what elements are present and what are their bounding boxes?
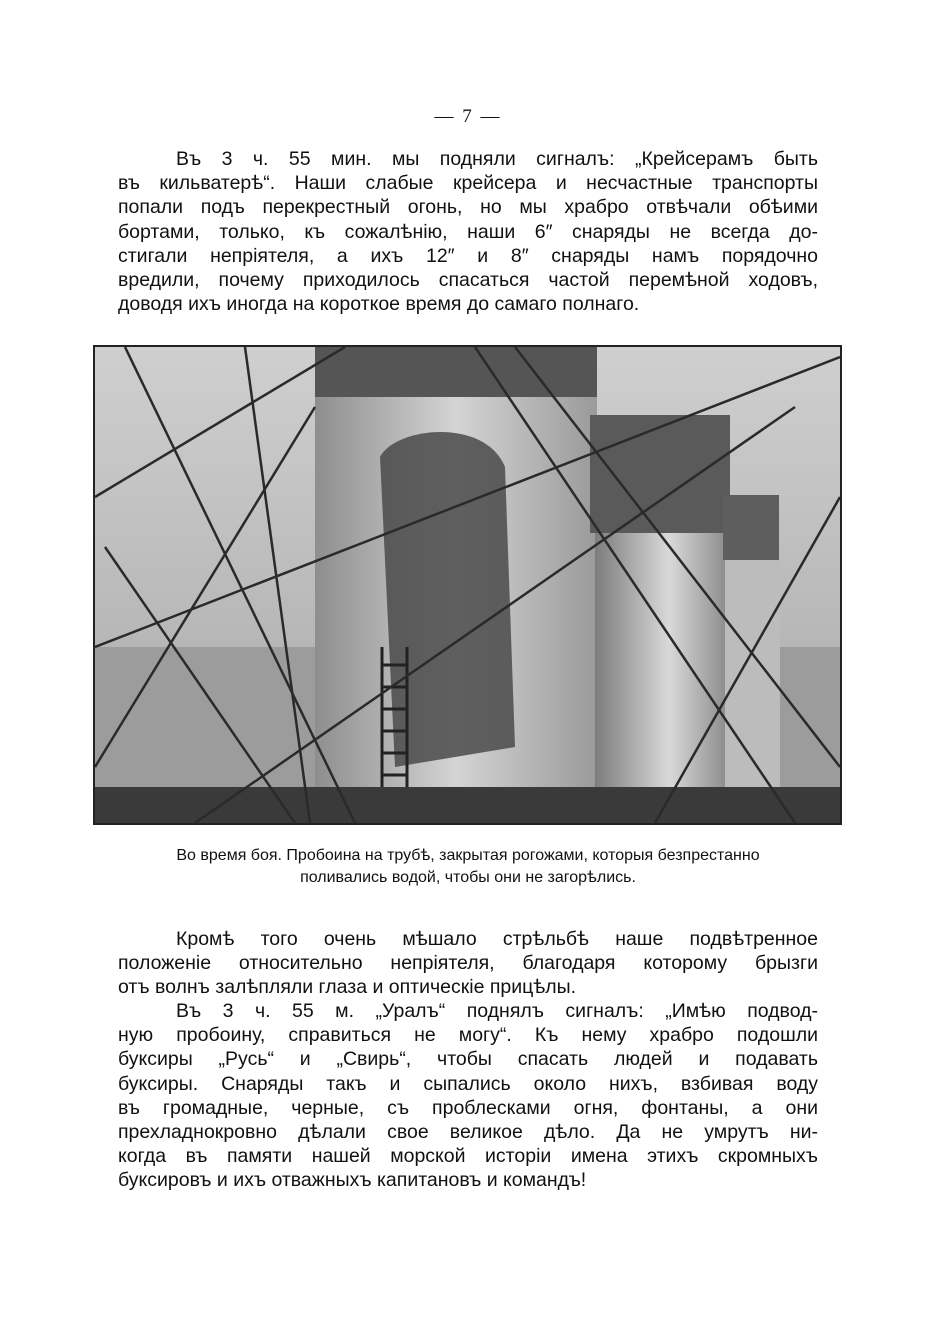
text-line: буксировъ и ихъ отважныхъ капитановъ и командъ! xyxy=(118,1169,587,1192)
text-line: буксиры „Русь“ и „Свирь“, чтобы спасать людей и подавать xyxy=(118,1048,818,1071)
paragraph-position xyxy=(118,927,818,1000)
photo-caption xyxy=(100,845,836,889)
text-line: попали подъ перекрестный огонь, но мы храбро отвѣчали обѣими xyxy=(118,196,818,219)
page-number: — 7 — xyxy=(434,106,502,127)
text-line: когда въ памяти нашей морской исторіи имена этихъ скромныхъ xyxy=(118,1145,818,1168)
text-line: въ громадные, черные, съ проблесками огня, фонтаны, а они xyxy=(118,1096,818,1119)
text-line: прехладнокровно дѣлали свое великое дѣло. Да не умрутъ ни- xyxy=(118,1121,818,1144)
funnel-photo-illustration xyxy=(95,347,840,823)
text-line: положеніе относительно непріятеля, благодаря которому брызги xyxy=(118,952,818,975)
text-line: стигали непріятеля, а ихъ 12″ и 8″ снаряды намъ порядочно xyxy=(118,244,818,267)
text-line: вредили, почему приходилось спасаться частой перемѣной ходовъ, xyxy=(118,269,818,292)
text-line: бортами, только, къ сожалѣнію, наши 6″ снаряды не всегда до- xyxy=(118,220,818,243)
battle-photo xyxy=(93,345,842,825)
text-line: буксиры. Снаряды такъ и сыпались около нихъ, взбивая воду xyxy=(118,1072,818,1095)
text-line: ную пробоину, справиться не могу“. Къ нему храбро подошли xyxy=(118,1024,818,1047)
text-line: Въ 3 ч. 55 мин. мы подняли сигналъ: „Крейсерамъ быть xyxy=(176,148,818,170)
text-line: Въ 3 ч. 55 м. „Уралъ“ поднялъ сигналъ: „Имѣю подвод- xyxy=(176,1000,818,1022)
caption-line: поливались водой, чтобы они не загорѣлись. xyxy=(300,869,636,886)
text-line: отъ волнъ залѣпляли глаза и оптическіе прицѣлы. xyxy=(118,976,577,999)
caption-line: Во время боя. Пробоина на трубѣ, закрытая рогожами, которыя безпрестанно xyxy=(176,847,760,864)
text-line: Кромѣ того очень мѣшало стрѣльбѣ наше подвѣтренное xyxy=(176,928,818,950)
paragraph-ural xyxy=(118,999,818,1193)
text-line: въ кильватерѣ“. Наши слабые крейсера и несчастные транспорты xyxy=(118,172,818,195)
text-line: доводя ихъ иногда на короткое время до самаго полнаго. xyxy=(118,293,640,316)
paragraph-signal xyxy=(118,147,818,316)
